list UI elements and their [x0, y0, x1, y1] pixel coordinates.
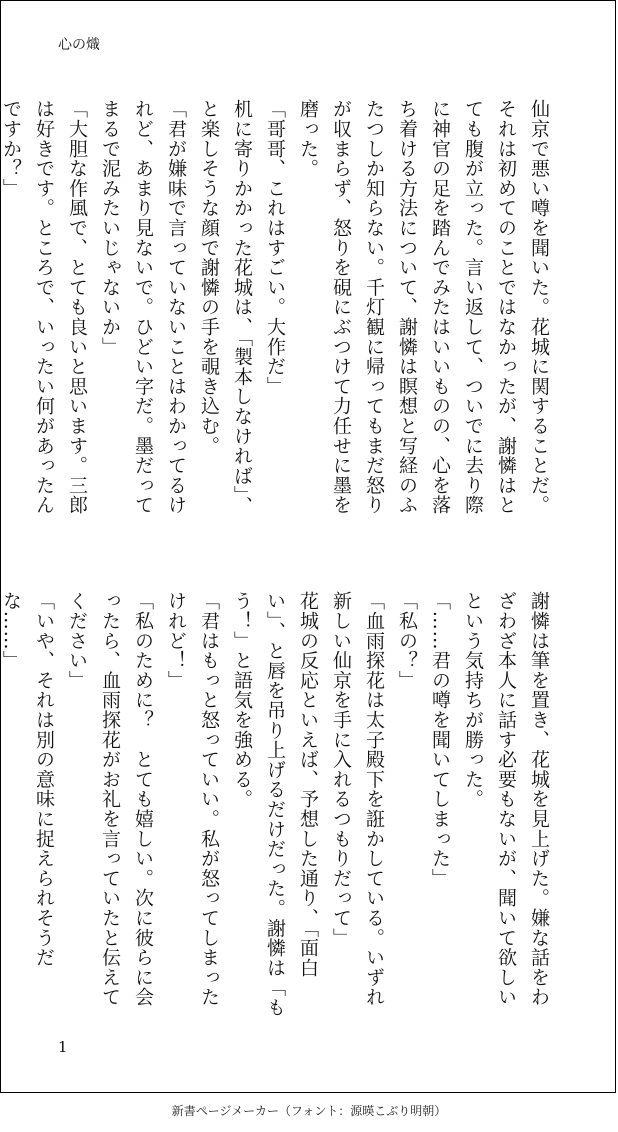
- paragraph: 「私のために？ とても嬉しい。次に彼らに会ったら、血雨探花がお礼を言っていたと伝えてください」: [66, 591, 154, 1007]
- paragraph: 机に寄りかかった花城は、「製本しなければ」、と楽しそうな顔で謝憐の手を覗き込む。: [198, 99, 253, 516]
- paragraph: 「いや、それは別の意味に捉えられそうだな……」: [0, 591, 55, 968]
- paragraph: 仙京で悪い噂を聞いた。花城に関することだ。それは初めてのことではなかったが、謝憐はとても腹が立った。言い返して、ついでに去り際に神官の足を踏んでみたはいいものの、心を落ち着ける方法について、謝憐は瞑想と写経のふたつしか知らない。千灯観に帰ってもまだ怒りが収まらず、怒りを硯にぶつけて力任せに墨を磨った。: [297, 99, 550, 515]
- footer-credit: 新書ページメーカー（フォント：源暎こぶり明朝）: [171, 1104, 447, 1118]
- text-column-top: [0, 99, 555, 527]
- paragraph: 花城の反応といえば、予想した通り、「面白い」、と唇を吊り上げるだけだった。謝憐は「もう！」と語気を強める。: [231, 591, 319, 1018]
- paragraph: 謝憐は筆を置き、花城を見上げた。嫌な話をわざわざ本人に話す必要もないが、聞いて欲しいという気持ちが勝った。: [462, 591, 550, 1007]
- paragraph: 「君が嫌味で言っていないことはわかってるけれど、あまり見ないで。ひどい字だ。墨だってまるで泥みたいじゃないか」: [99, 99, 187, 515]
- paragraph: 「私の？」: [396, 591, 418, 690]
- text-column-bottom: [0, 591, 555, 1021]
- paragraph: 「君はもっと怒っていい。私が怒ってしまったけれど！」: [165, 591, 220, 1007]
- paragraph: 「血雨探花は太子殿下を誑かしている。いずれ新しい仙京を手に入れるつもりだって」: [330, 591, 385, 1007]
- paragraph: 「……君の噂を聞いてしまった」: [429, 591, 451, 888]
- paragraph: 「大胆な作風で、とても良いと思います。三郎は好きです。ところで、いったい何があったんですか？」: [0, 99, 88, 515]
- page-number: 1: [58, 1038, 68, 1056]
- running-header-title: 心の熾: [58, 37, 100, 53]
- paragraph: 「哥哥、これはすごい。大作だ」: [264, 99, 286, 396]
